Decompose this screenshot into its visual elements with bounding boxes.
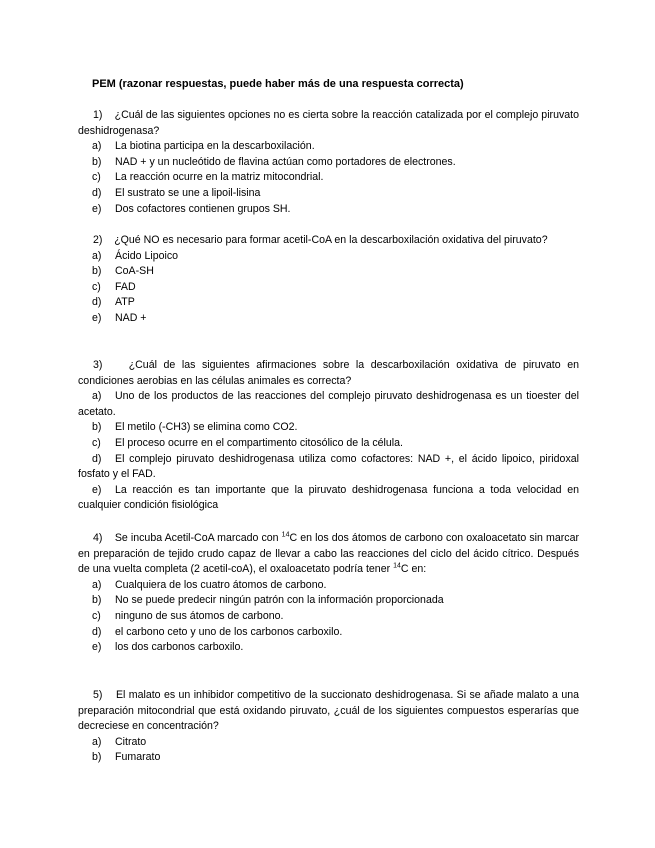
question-2-stem — [78, 233, 579, 249]
option-a: a) Uno de los productos de las reacciones del complejo piruvato deshidrogenasa es un tioester del acetato. — [78, 390, 579, 418]
option-b: b) Fumarato — [92, 751, 161, 764]
isotope-superscript: 14 — [393, 562, 401, 570]
question-4-stem — [78, 531, 579, 578]
page-title: PEM (razonar respuestas, puede haber más de una respuesta correcta) — [92, 78, 464, 90]
question-3-stem — [78, 358, 579, 389]
question-number: 3) — [93, 359, 103, 371]
question-number: 2) — [93, 234, 103, 246]
option-d: d) El complejo piruvato deshidrogenasa utiliza como cofactores: NAD +, el ácido lipoico, piridoxal fosfato y el FAD. — [78, 452, 579, 481]
option-b: b) El metilo (-CH3) se elimina como CO2. — [92, 421, 298, 434]
option-e: e) La reacción es tan importante que la piruvato deshidrogenasa funciona a toda velocidad en cualquier condición fisiológica — [78, 483, 579, 512]
option-b: b) CoA-SH — [92, 265, 154, 278]
question-number: 1) — [93, 109, 103, 121]
option-a: a) La biotina participa en la descarboxilación. — [92, 140, 315, 153]
question-text: ¿Cuál de las siguientes afirmaciones sobre la descarboxilación oxidativa de piruvato en condiciones aerobias en las células animales es correcta? — [78, 359, 579, 387]
options-list — [78, 735, 579, 766]
option-b: b) NAD + y un nucleótido de flavina actúan como portadores de electrones. — [92, 155, 456, 168]
question-number: 5) — [93, 689, 103, 701]
options-list — [78, 249, 579, 327]
question-text: ¿Qué NO es necesario para formar acetil-CoA en la descarboxilación oxidativa del piruvato? — [114, 234, 548, 246]
options-list — [78, 139, 579, 217]
question-number: 4) — [93, 532, 103, 544]
option-a: a) Ácido Lipoico — [92, 249, 179, 262]
isotope-superscript: 14 — [281, 531, 290, 539]
option-c: c) FAD — [92, 280, 136, 293]
option-e: e) Dos cofactores contienen grupos SH. — [92, 202, 291, 215]
question-5 — [78, 688, 579, 766]
option-b: b) No se puede predecir ningún patrón con la información proporcionada — [92, 594, 444, 607]
option-d: d) El sustrato se une a lipoil-lisina — [92, 186, 261, 199]
options-list — [78, 389, 579, 514]
question-5-stem — [78, 688, 579, 735]
option-e: e) NAD + — [92, 311, 147, 324]
question-1-stem — [78, 108, 579, 139]
question-1 — [78, 108, 579, 217]
option-c: c) La reacción ocurre en la matriz mitocondrial. — [92, 171, 324, 184]
question-text: Se incuba Acetil-CoA marcado con $^{14}$C en los dos átomos de carbono con oxaloacetato sin marcar en preparación de tejido crudo capaz de llevar a cabo las reacciones del ciclo del ácido cítrico. Después de una vuelta completa (2 acetil-coA), el oxaloacetato podría tener $^{14}$C en: — [78, 531, 579, 576]
question-3 — [78, 358, 579, 514]
question-text: ¿Cuál de las siguientes opciones no es cierta sobre la reacción catalizada por el complejo piruvato deshidrogenasa? — [78, 109, 579, 137]
option-e: e) los dos carbonos carboxilo. — [92, 641, 244, 654]
question-text: El malato es un inhibidor competitivo de la succionato deshidrogenasa. Si se añade malato a una preparación mitocondrial que está oxidando piruvato, ¿cuál de los siguientes compuestos esperarías que decreciese en concentración? — [78, 689, 579, 733]
question-4 — [78, 531, 579, 656]
option-c: c) ninguno de sus átomos de carbono. — [92, 609, 284, 622]
option-c: c) El proceso ocurre en el compartimento citosólico de la célula. — [92, 436, 403, 449]
option-a: a) Cualquiera de los cuatro átomos de carbono. — [92, 578, 327, 591]
question-2 — [78, 233, 579, 327]
option-d: d) el carbono ceto y uno de los carbonos carboxilo. — [92, 625, 343, 638]
option-d: d) ATP — [92, 296, 135, 309]
option-a: a) Citrato — [92, 735, 147, 748]
options-list — [78, 578, 579, 656]
